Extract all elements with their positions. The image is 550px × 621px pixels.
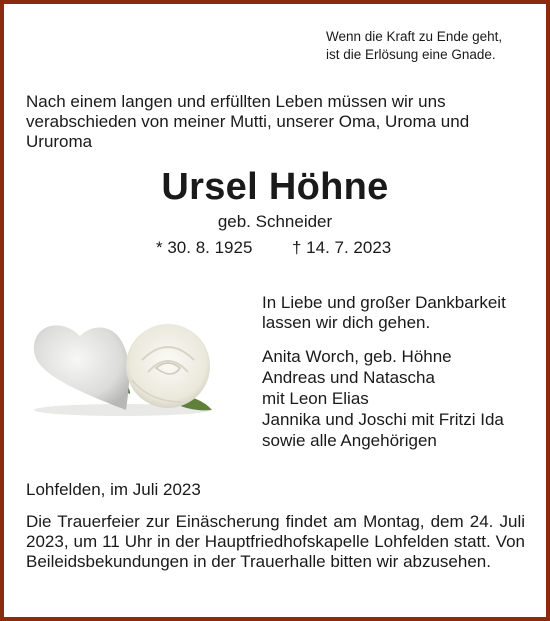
deceased-name: Ursel Höhne <box>161 166 389 208</box>
mourner-line: Anita Worch, geb. Höhne <box>262 347 452 366</box>
place-and-date: Lohfelden, im Juli 2023 <box>26 480 201 499</box>
rose-shape <box>126 324 210 408</box>
birth-date: * 30. 8. 1925 <box>156 238 253 257</box>
quote-line-2: ist die Erlösung eine Gnade. <box>326 47 496 62</box>
born-name: geb. Schneider <box>217 212 333 231</box>
mourners-list <box>262 346 542 451</box>
heart-shape <box>34 325 129 410</box>
quote-line-1: Wenn die Kraft zu Ende geht, <box>326 29 503 44</box>
obituary-card <box>4 4 546 617</box>
quote <box>326 28 536 64</box>
mourner-line: mit Leon Elias <box>262 389 369 408</box>
farewell-text: In Liebe und großer Dankbarkeit lassen wir dich gehen. <box>262 293 506 332</box>
mourner-line: Andreas und Natascha <box>262 368 435 387</box>
funeral-notice: Die Trauerfeier zur Einäscherung findet am Montag, dem 24. Juli 2023, um 11 Uhr in der Hauptfriedhofskapelle Lohfelden statt. Von Beileidsbekundungen in der Trauerhalle bitten wir abzusehen. <box>26 512 525 571</box>
death-date: † 14. 7. 2023 <box>292 238 392 257</box>
mourner-line: Jannika und Joschi mit Fritzi Ida <box>262 410 504 429</box>
heart-and-white-rose-image <box>22 310 222 420</box>
mourner-line: sowie alle Angehörigen <box>262 431 437 450</box>
intro-text: Nach einem langen und erfüllten Leben müssen wir uns verabschieden von meiner Mutti, unserer Oma, Uroma und Ururoma <box>26 92 470 151</box>
